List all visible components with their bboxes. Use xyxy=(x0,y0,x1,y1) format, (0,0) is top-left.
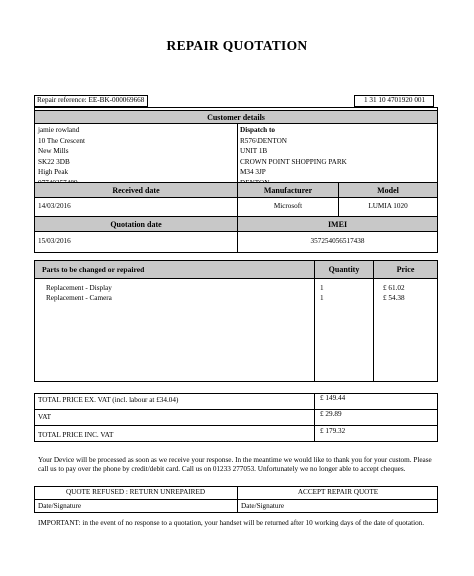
customer-postcode: SK22 3DB xyxy=(38,157,70,166)
dispatch-line: UNIT 1B xyxy=(240,147,268,155)
customer-town: New Mills xyxy=(38,147,69,155)
customer-name: jamie rowland xyxy=(38,126,80,134)
parts-header: Parts to be changed or repaired xyxy=(42,265,145,274)
customer-details-header: Customer details xyxy=(35,110,437,124)
total-inc-vat-value: £ 179.32 xyxy=(320,427,346,435)
divider xyxy=(34,499,438,500)
important-note: IMPORTANT: in the event of no response to a quotation, your handset will be returned after 10 working days of the date of quotation. xyxy=(38,519,425,527)
divider xyxy=(373,261,374,382)
part-qty: 1 xyxy=(320,294,324,302)
divider xyxy=(314,393,315,442)
imei-value: 357254056517438 xyxy=(310,237,365,245)
manufacturer-value: Microsoft xyxy=(273,202,303,210)
dispatch-line: R576\DENTON xyxy=(240,136,287,145)
quotation-date-header: Quotation date xyxy=(35,216,237,232)
refuse-date-signature: Date/Signature xyxy=(38,502,82,510)
vat-label: VAT xyxy=(38,413,52,421)
dispatch-line: M34 3JP xyxy=(240,168,266,176)
price-header: Price xyxy=(396,265,415,274)
received-date-value: 14/03/2016 xyxy=(38,202,71,210)
vat-value: £ 29.89 xyxy=(320,410,342,418)
model-header: Model xyxy=(339,182,437,198)
divider xyxy=(34,425,438,426)
total-ex-vat-value: £ 149.44 xyxy=(320,394,346,402)
reference-number: 1 31 10 4701920 001 xyxy=(364,96,426,104)
customer-county: High Peak xyxy=(38,168,69,176)
page-title: REPAIR QUOTATION xyxy=(166,38,308,53)
part-price: £ 61.02 xyxy=(383,284,405,292)
customer-address xyxy=(38,125,85,188)
accept-repair-quote-label: ACCEPT REPAIR QUOTE xyxy=(297,488,379,496)
processing-notice: Your Device will be processed as soon as we receive your response. In the meantime we would like to thank you for your custom. Please call us to pay over the phone by credit/debit card. Call us on 01233 277053. Unfortunately we no longer able to accept cheques. xyxy=(38,456,432,474)
quantity-header: Quantity xyxy=(328,265,360,274)
dispatch-line: CROWN POINT SHOPPING PARK xyxy=(240,157,347,166)
model-value: LUMIA 1020 xyxy=(368,202,408,210)
divider xyxy=(34,409,438,410)
part-qty: 1 xyxy=(320,284,324,292)
dispatch-label: Dispatch to xyxy=(240,126,275,134)
part-name: Replacement - Camera xyxy=(46,294,112,302)
quote-refused-label: QUOTE REFUSED : RETURN UNREPAIRED xyxy=(65,488,206,496)
customer-street: 10 The Crescent xyxy=(38,136,85,145)
quotation-date-value: 15/03/2016 xyxy=(38,237,71,245)
received-date-header: Received date xyxy=(35,182,237,198)
total-ex-vat-label: TOTAL PRICE EX. VAT (incl. labour at £34.04) xyxy=(38,396,179,404)
accept-date-signature: Date/Signature xyxy=(241,502,285,510)
imei-header: IMEI xyxy=(238,216,437,232)
total-inc-vat-label: TOTAL PRICE INC. VAT xyxy=(38,431,114,439)
repair-reference: Repair reference: EE-BK-000069668 xyxy=(37,96,145,104)
manufacturer-header: Manufacturer xyxy=(238,182,338,198)
divider xyxy=(314,261,315,382)
part-price: £ 54.38 xyxy=(383,294,405,302)
dispatch-address xyxy=(240,125,347,188)
part-name: Replacement - Display xyxy=(46,284,112,292)
